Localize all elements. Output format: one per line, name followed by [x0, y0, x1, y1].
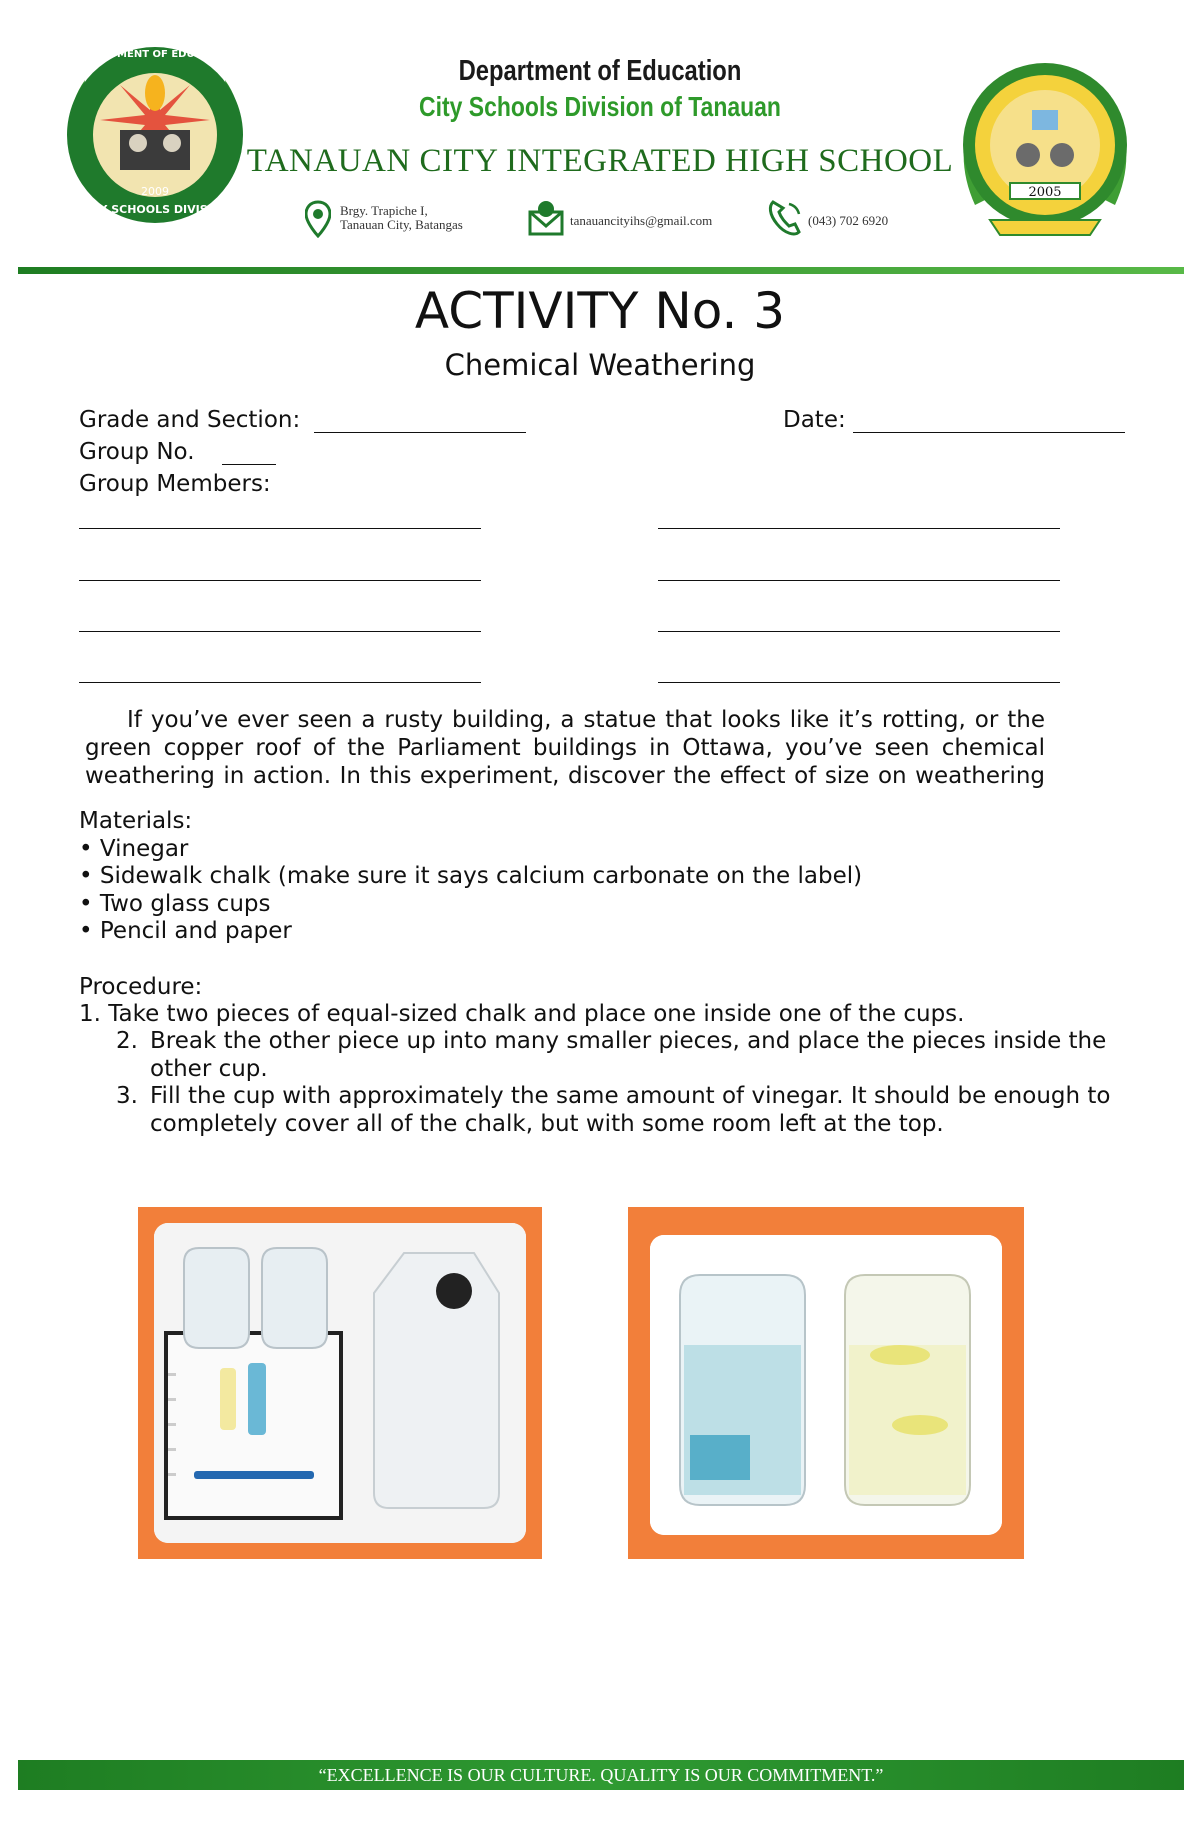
- result-photo: [628, 1207, 1024, 1559]
- location-icon: [305, 200, 331, 242]
- address-line1: Brgy. Trapiche I,: [340, 203, 428, 218]
- date-field[interactable]: [853, 432, 1125, 433]
- address: [340, 204, 463, 232]
- member-line[interactable]: [79, 631, 481, 632]
- email-address: tanauancityihs@gmail.com: [570, 213, 713, 228]
- procedure-step-2-number: 2.: [116, 1028, 138, 1054]
- materials-item: • Two glass cups: [79, 890, 271, 917]
- procedure-step-3-number: 3.: [116, 1083, 138, 1109]
- header-rule: [18, 267, 1184, 274]
- group-no-label: Group No.: [79, 439, 195, 465]
- materials-heading: Materials:: [79, 808, 193, 834]
- member-line[interactable]: [79, 528, 481, 529]
- deped-seal: [60, 35, 250, 225]
- member-line[interactable]: [658, 580, 1060, 581]
- phone-number: (043) 702 6920: [808, 213, 889, 228]
- member-line[interactable]: [658, 631, 1060, 632]
- intro-paragraph: If you’ve ever seen a rusty building, a statue that looks like it’s rotting, or the green copper roof of the Parliament buildings in Ottawa, you’ve seen chemical weathering in action. In this experiment, discover the effect of size on weathering: [85, 707, 1045, 789]
- procedure-heading: Procedure:: [79, 974, 203, 1000]
- address-line2: Tanauan City, Batangas: [340, 217, 463, 232]
- school-name: TANAUAN CITY INTEGRATED HIGH SCHOOL: [246, 143, 954, 179]
- svg-text:2009: 2009: [141, 185, 169, 198]
- materials-item: • Vinegar: [79, 835, 189, 862]
- materials-item: • Pencil and paper: [79, 918, 292, 944]
- member-line[interactable]: [658, 528, 1060, 529]
- svg-text:2005: 2005: [1028, 185, 1062, 200]
- grade-section-label: Grade and Section:: [79, 407, 301, 433]
- materials-item: • Sidewalk chalk (make sure it says calcium carbonate on the label): [79, 863, 863, 889]
- group-no-field[interactable]: [222, 464, 276, 465]
- division-name: City Schools Division of Tanauan: [419, 91, 781, 122]
- svg-text:DEPARTMENT OF EDUCATION: DEPARTMENT OF EDUCATION: [73, 49, 237, 60]
- school-seal: [950, 55, 1140, 245]
- procedure-step-2: Break the other piece up into many smaller pieces, and place the pieces inside the other cup.: [150, 1028, 1107, 1082]
- group-members-label: Group Members:: [79, 471, 271, 497]
- email-icon: [528, 200, 564, 242]
- member-line[interactable]: [79, 580, 481, 581]
- procedure-step-3: Fill the cup with approximately the same amount of vinegar. It should be enough to completely cover all of the chalk, but with some room left at the top.: [150, 1083, 1111, 1137]
- activity-subtitle: Chemical Weathering: [444, 348, 756, 382]
- department-name: Department of Education: [458, 55, 742, 87]
- materials-section: [79, 808, 862, 946]
- member-line[interactable]: [658, 682, 1060, 683]
- footer-motto: “EXCELLENCE IS OUR CULTURE. QUALITY IS OUR COMMITMENT.”: [18, 1760, 1184, 1790]
- activity-title: ACTIVITY No. 3: [414, 282, 786, 340]
- materials-photo: [138, 1207, 542, 1559]
- procedure-step-1: 1. Take two pieces of equal-sized chalk and place one inside one of the cups.: [79, 1001, 965, 1027]
- date-label: Date:: [783, 407, 846, 433]
- grade-section-field[interactable]: [314, 432, 526, 433]
- member-line[interactable]: [79, 682, 481, 683]
- phone-icon: [765, 198, 805, 242]
- svg-text:CITY SCHOOLS DIVISION: CITY SCHOOLS DIVISION: [79, 203, 231, 216]
